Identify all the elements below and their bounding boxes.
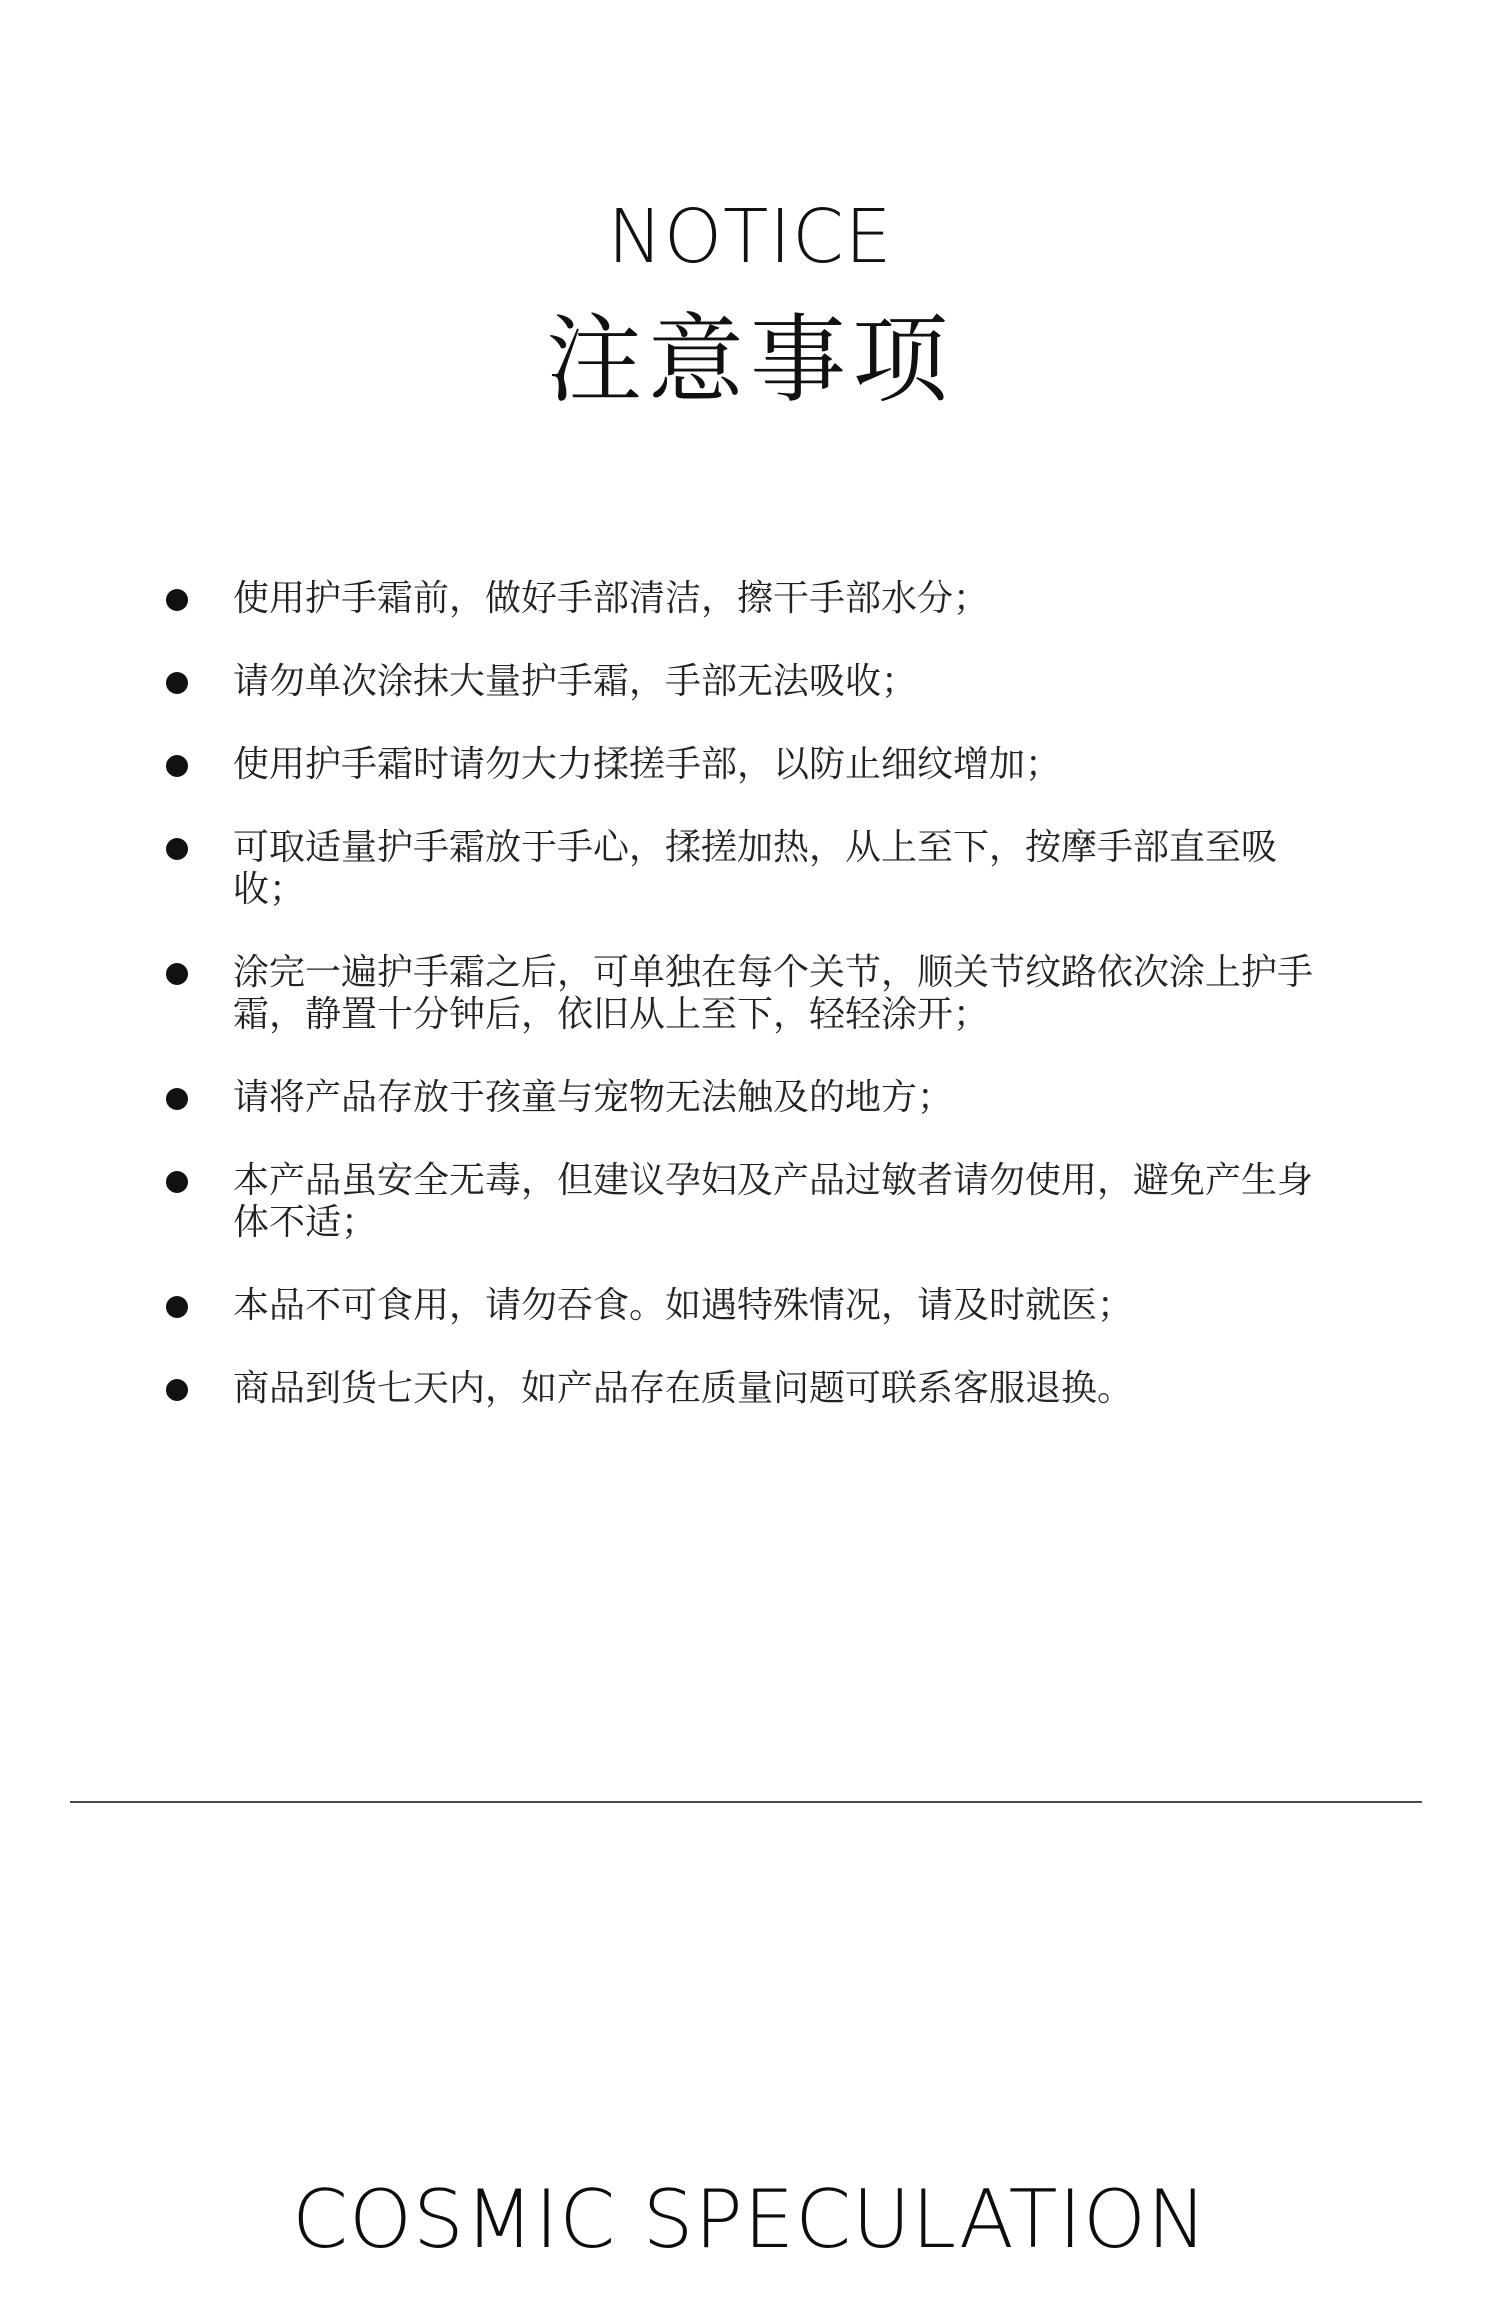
notice-text: 使用护手霜前，做好手部清洁，擦干手部水分； [233,578,990,619]
bullet-icon [166,755,188,777]
bullet-icon [166,1296,188,1318]
notice-item [160,827,1330,911]
notice-text: 使用护手霜时请勿大力揉搓手部，以防止细纹增加； [233,744,1062,785]
title-chinese: 注意事项 [546,304,954,416]
notice-item [160,578,1330,620]
notice-item [160,1368,1330,1410]
notice-text: 商品到货七天内，如产品存在质量问题可联系客服退换。 [233,1368,1134,1409]
bullet-icon [166,963,188,985]
notice-text: 本产品虽安全无毒，但建议孕妇及产品过敏者请勿使用，避免产生身体不适； [233,1160,1314,1243]
bullet-icon [166,672,188,694]
divider [70,1801,1422,1803]
notice-item [160,1160,1330,1244]
notice-item [160,1285,1330,1327]
notice-item [160,1077,1330,1119]
notice-list [160,578,1330,1451]
bullet-icon [166,589,188,611]
notice-text: 请将产品存放于孩童与宠物无法触及的地方； [233,1077,954,1118]
notice-item [160,744,1330,786]
brand-wordmark: COSMIC SPECULATION [292,2173,1208,2266]
bullet-icon [166,1171,188,1193]
notice-text: 请勿单次涂抹大量护手霜，手部无法吸收； [233,661,918,702]
notice-text: 本品不可食用，请勿吞食。如遇特殊情况，请及时就医； [233,1285,1134,1326]
notice-item [160,952,1330,1036]
notice-item [160,661,1330,703]
bullet-icon [166,1088,188,1110]
title-english: NOTICE [607,194,893,280]
bullet-icon [166,838,188,860]
bullet-icon [166,1379,188,1401]
notice-text: 涂完一遍护手霜之后，可单独在每个关节，顺关节纹路依次涂上护手霜，静置十分钟后，依旧从上至下，轻轻涂开； [233,952,1314,1035]
notice-text: 可取适量护手霜放于手心，揉搓加热，从上至下，按摩手部直至吸收； [233,827,1278,910]
